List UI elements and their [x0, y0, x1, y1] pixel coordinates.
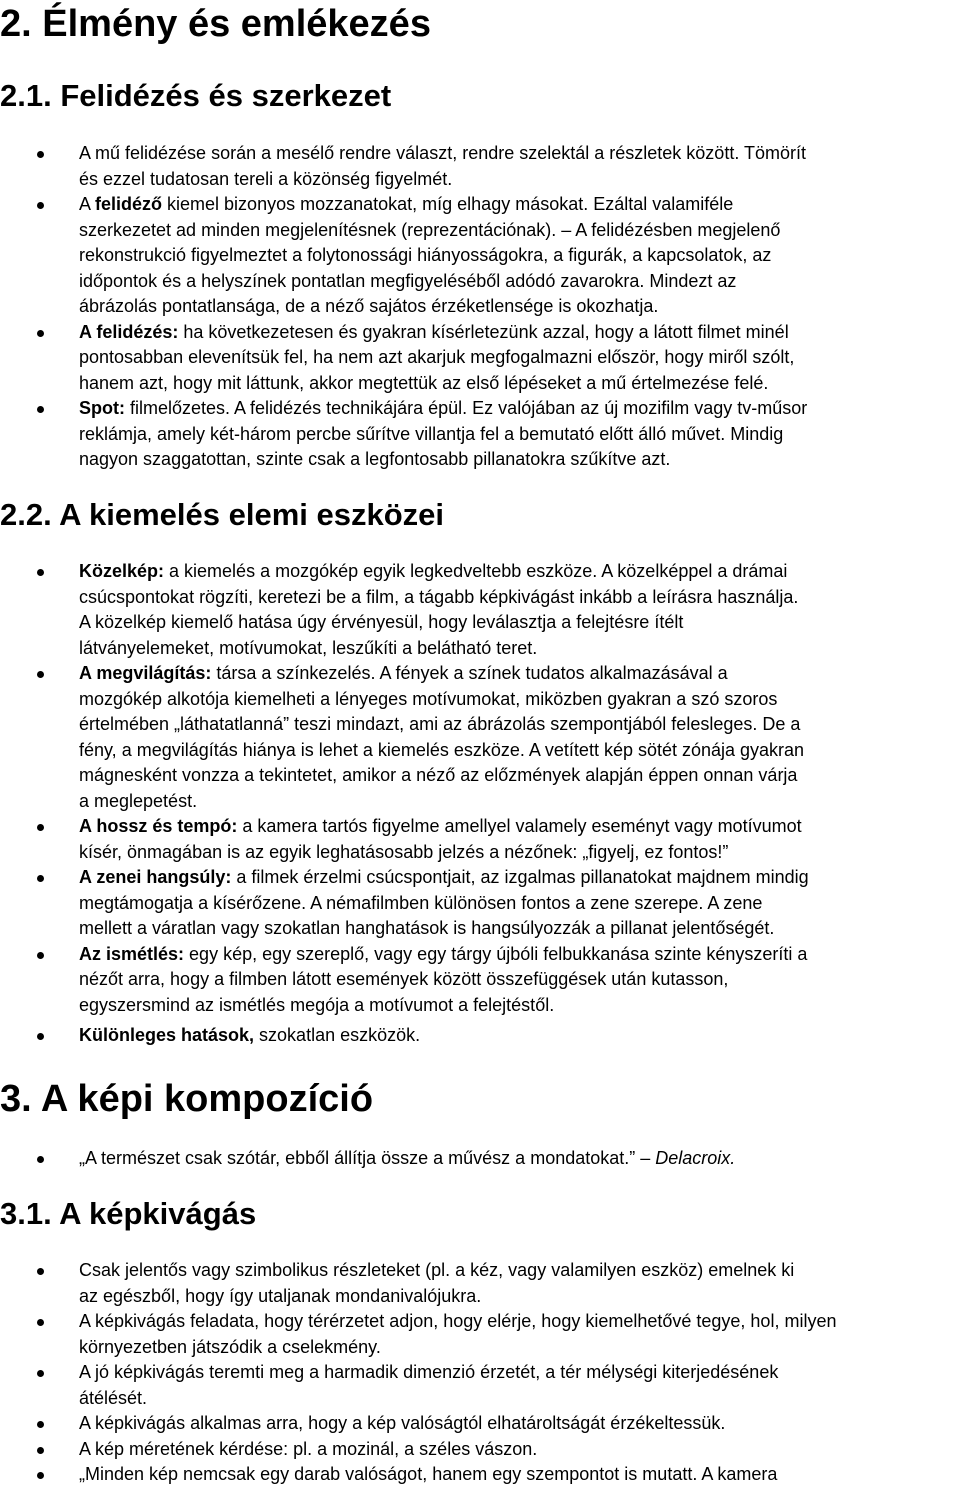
list-item [0, 1411, 960, 1437]
list-item [0, 1462, 960, 1488]
bold-term: felidéző [95, 194, 163, 214]
quote-author: Delacroix. [655, 1148, 736, 1168]
bold-term: Közelkép: [79, 561, 165, 581]
bold-term: Az ismétlés: [79, 943, 185, 964]
list-item [0, 320, 960, 397]
list-item [0, 396, 960, 473]
quote-list [0, 1146, 960, 1172]
heading-elmeny-es-emlekezes: 2. Élmény és emlékezés [0, 3, 431, 45]
list-item [0, 1023, 960, 1049]
bullet-icon [37, 151, 44, 158]
list-item-text: Spot: filmelőzetes. A felidézés technikájára épül. Ez valójában az új mozifilm vagy tv-műsor reklámja, amely két-három percbe sűrítve villantja fel a bemutató előtt álló művet. Mindig nagyon szaggatottan, szinte csak a legfontosabb pillanatokra szűkítve azt. [79, 398, 808, 469]
bullet-icon [37, 875, 44, 882]
bullet-icon [37, 1447, 44, 1454]
heading-kepkivagas: 3.1. A képkivágás [0, 1196, 257, 1231]
list-item-text: Közelkép: a kiemelés a mozgókép egyik legkedveltebb eszköze. A közelképpel a drámai csúcspontokat rögzíti, keretezi be a film, a tágabb képkivágást inkább a leírásra használja. A közelkép kiemelő hatása úgy érvényesül, hogy leválasztja a felejtésre ítélt látványelemeket, motívumokat, leszűkíti a belátható teret. [79, 561, 799, 658]
list-item-text: Különleges hatások, szokatlan eszközök. [79, 1025, 421, 1045]
list-item [0, 661, 960, 814]
list-item [0, 141, 960, 192]
list-item [0, 865, 960, 942]
bullet-icon [37, 1319, 44, 1326]
bold-term: Spot: [79, 398, 125, 418]
bullet-icon [37, 330, 44, 337]
felidezes-list [0, 141, 960, 473]
list-item-text: A hossz és tempó: a kamera tartós figyelme amellyel valamely eseményt vagy motívumot kísér, önmagában is az egyik leghatásosabb jelzés a nézőnek: „figyelj, ez fontos!” [79, 816, 802, 862]
list-item-text: A mű felidézése során a mesélő rendre választ, rendre szelektál a részletek között. Tömörít és ezzel tudatosan tereli a közönség figyelmét. [79, 143, 807, 189]
list-item-text: A felidéző kiemel bizonyos mozzanatokat, míg elhagy másokat. Ezáltal valamiféle szerkezetet ad minden megjelenítésnek (reprezentációnak). – A felidézésben megjelenő rekonstrukció figyelmeztet a folytonossági hiányosságokra, a figurák, a kapcsolatok, az időpontok és a helyszínek pontatlan megfigyeléséből adódó zavarokra. Mindezt az ábrázolás pontatlansága, de a néző sajátos érzéketlensége is okozhatja. [79, 194, 781, 316]
bullet-icon [37, 1472, 44, 1479]
quote-item [0, 1146, 960, 1172]
bullet-icon [37, 569, 44, 576]
bullet-icon [37, 406, 44, 413]
list-item [0, 814, 960, 865]
list-item [0, 1309, 960, 1360]
list-item-text: A megvilágítás: társa a színkezelés. A fények a színek tudatos alkalmazásával a mozgókép alkotója kiemelheti a lényeges motívumokat, miközben gyakran a szó szoros értelmében „láthatatlanná” teszi mindazt, ami az ábrázolás szempontjából felesleges. De a fény, a megvilágítás hiánya is lehet a kiemelés eszköze. A vetített kép sötét zónája gyakran mágnesként vonzza a tekintetet, amikor a néző az előzmények alapján éppen onnan várja a meglepetést. [79, 663, 805, 811]
list-item [0, 1437, 960, 1463]
kiemeles-list [0, 559, 960, 1049]
bullet-icon [37, 1156, 44, 1163]
bold-term: Különleges hatások, [79, 1025, 255, 1045]
bullet-icon [37, 671, 44, 678]
list-item-text: Az ismétlés: egy kép, egy szereplő, vagy egy tárgy újbóli felbukkanása szinte kényszeríti a nézőt arra, hogy a filmben látott események között összefüggések után kutasson, egyszersmind az ismétlés megója a motívumot a felejtéstől. [79, 943, 808, 1015]
list-item-text: A képkivágás alkalmas arra, hogy a kép valóságtól elhatároltságát érzékeltessük. [79, 1413, 726, 1433]
bold-term: A megvilágítás: [79, 663, 212, 683]
list-item [0, 1258, 960, 1309]
heading-kiemeles-elemi-eszkozei: 2.2. A kiemelés elemi eszközei [0, 497, 445, 532]
heading-kepi-kompozicio: 3. A képi kompozíció [0, 1078, 374, 1120]
bullet-icon [37, 1421, 44, 1428]
list-item-text: A zenei hangsúly: a filmek érzelmi csúcspontjait, az izgalmas pillanatokat majdnem mindig megtámogatja a kísérőzene. A némafilmben különösen fontos a zene szerepe. A zene mellett a váratlan vagy szokatlan hanghatások is hangsúlyozzák a pillanat jelentőségét. [79, 867, 809, 938]
bullet-icon [37, 952, 44, 959]
list-item [0, 1360, 960, 1411]
quote-text: „A természet csak szótár, ebből állítja össze a művész a mondatokat.” – [79, 1148, 656, 1168]
bullet-icon [37, 202, 44, 209]
bullet-icon [37, 1370, 44, 1377]
list-item-text: A kép méretének kérdése: pl. a mozinál, a széles vászon. [79, 1438, 538, 1459]
bold-term: A hossz és tempó: [79, 816, 238, 836]
list-item-text: „Minden kép nemcsak egy darab valóságot, hanem egy szempontot is mutatt. A kamera [79, 1464, 778, 1484]
bullet-icon [37, 1268, 44, 1275]
list-item [0, 942, 960, 1019]
bold-term: A zenei hangsúly: [79, 867, 232, 887]
list-item [0, 192, 960, 320]
bullet-icon [37, 1033, 44, 1040]
list-item [0, 559, 960, 661]
list-item-text: A felidézés: ha következetesen és gyakran kísérletezünk azzal, hogy a látott filmet minél pontosabban elevenítsük fel, ha nem azt akarjuk megfogalmazni először, hogy miről szólt, hanem azt, hogy mit láttunk, akkor megtettük az első lépéseket a mű értelmezése felé. [79, 321, 795, 393]
bullet-icon [37, 824, 44, 831]
list-item-text: A jó képkivágás teremti meg a harmadik dimenzió érzetét, a tér mélységi kiterjedésének átélését. [79, 1362, 779, 1408]
list-item-text: A képkivágás feladata, hogy térérzetet adjon, hogy elérje, hogy kiemelhetővé tegye, hol, milyen környezetben játszódik a cselekmény. [79, 1311, 837, 1357]
heading-felidezes-es-szerkezet: 2.1. Felidézés és szerkezet [0, 78, 392, 113]
bold-term: A felidézés: [79, 321, 179, 342]
kepkivagas-list [0, 1258, 960, 1488]
list-item-text: Csak jelentős vagy szimbolikus részleteket (pl. a kéz, vagy valamilyen eszköz) emelnek ki az egészből, hogy így utaljanak mondanivalójukra. [79, 1260, 795, 1306]
